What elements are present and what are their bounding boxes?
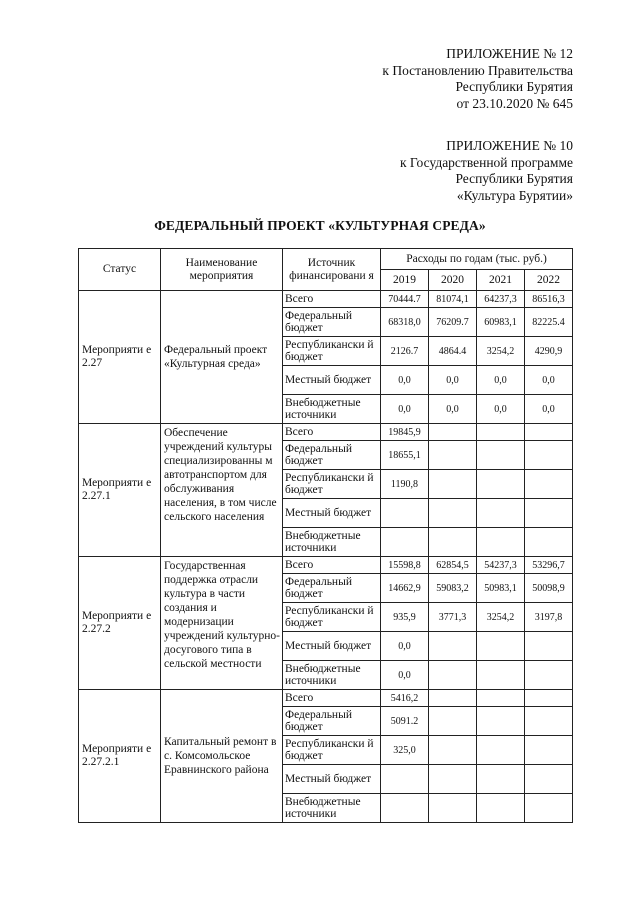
table-row <box>79 690 573 707</box>
amount-cell <box>477 632 525 661</box>
table-row <box>79 424 573 441</box>
amount-cell: 82225.4 <box>525 308 573 337</box>
amount-cell <box>429 499 477 528</box>
funding-source-cell: Федеральный бюджет <box>283 707 381 736</box>
amount-cell: 0,0 <box>429 366 477 395</box>
amount-cell <box>525 661 573 690</box>
amount-cell <box>525 632 573 661</box>
amount-cell <box>477 736 525 765</box>
status-cell: Мероприяти е 2.27.1 <box>79 424 161 557</box>
amount-cell: 15598,8 <box>381 557 429 574</box>
amount-cell: 53296,7 <box>525 557 573 574</box>
amount-cell: 1190,8 <box>381 470 429 499</box>
amount-cell: 62854,5 <box>429 557 477 574</box>
amount-cell <box>477 470 525 499</box>
amount-cell <box>477 765 525 794</box>
amount-cell: 0,0 <box>525 395 573 424</box>
appendix-10-header <box>400 138 573 204</box>
funding-source-cell: Местный бюджет <box>283 765 381 794</box>
status-cell: Мероприяти е 2.27.2.1 <box>79 690 161 823</box>
amount-cell <box>381 765 429 794</box>
header-line: Республики Бурятия <box>455 79 573 94</box>
activity-name-cell: Капитальный ремонт в с. Комсомольское Еравнинского района <box>161 690 283 823</box>
amount-cell: 5091.2 <box>381 707 429 736</box>
amount-cell: 4290,9 <box>525 337 573 366</box>
header-line: от 23.10.2020 № 645 <box>456 95 573 111</box>
amount-cell: 0,0 <box>525 366 573 395</box>
document-title: ФЕДЕРАЛЬНЫЙ ПРОЕКТ «КУЛЬТУРНАЯ СРЕДА» <box>154 218 486 233</box>
amount-cell: 50098,9 <box>525 574 573 603</box>
amount-cell <box>525 765 573 794</box>
amount-cell <box>477 794 525 823</box>
amount-cell: 0,0 <box>381 632 429 661</box>
header-year: 2021 <box>477 270 525 291</box>
funding-source-cell: Местный бюджет <box>283 366 381 395</box>
amount-cell <box>477 424 525 441</box>
amount-cell <box>429 707 477 736</box>
table-body <box>79 291 573 823</box>
funding-source-cell: Всего <box>283 424 381 441</box>
amount-cell: 68318,0 <box>381 308 429 337</box>
table-row <box>79 291 573 308</box>
amount-cell: 3254,2 <box>477 337 525 366</box>
amount-cell: 3771,3 <box>429 603 477 632</box>
activity-name-cell: Федеральный проект «Культурная среда» <box>161 291 283 424</box>
funding-table <box>78 248 573 823</box>
header-name: Наименование мероприятия <box>161 249 283 291</box>
funding-source-cell: Внебюджетные источники <box>283 395 381 424</box>
amount-cell <box>525 690 573 707</box>
amount-cell <box>477 707 525 736</box>
header-line: ПРИЛОЖЕНИЕ № 12 <box>446 46 573 61</box>
amount-cell <box>381 499 429 528</box>
funding-source-cell: Всего <box>283 690 381 707</box>
amount-cell <box>381 794 429 823</box>
amount-cell: 70444.7 <box>381 291 429 308</box>
amount-cell <box>525 707 573 736</box>
amount-cell: 76209.7 <box>429 308 477 337</box>
header-expenses: Расходы по годам (тыс. руб.) <box>381 249 573 270</box>
funding-source-cell: Внебюджетные источники <box>283 528 381 557</box>
amount-cell: 50983,1 <box>477 574 525 603</box>
amount-cell <box>525 470 573 499</box>
header-status: Статус <box>79 249 161 291</box>
amount-cell <box>477 499 525 528</box>
amount-cell <box>429 736 477 765</box>
amount-cell <box>525 424 573 441</box>
amount-cell: 86516,3 <box>525 291 573 308</box>
header-year: 2022 <box>525 270 573 291</box>
funding-source-cell: Федеральный бюджет <box>283 441 381 470</box>
amount-cell: 0,0 <box>477 395 525 424</box>
status-cell: Мероприяти е 2.27.2 <box>79 557 161 690</box>
amount-cell <box>429 441 477 470</box>
funding-source-cell: Республикански й бюджет <box>283 337 381 366</box>
funding-source-cell: Местный бюджет <box>283 499 381 528</box>
amount-cell <box>477 441 525 470</box>
amount-cell: 18655,1 <box>381 441 429 470</box>
header-line: Республики Бурятия <box>455 171 573 186</box>
funding-source-cell: Республикански й бюджет <box>283 603 381 632</box>
funding-source-cell: Внебюджетные источники <box>283 661 381 690</box>
amount-cell <box>429 632 477 661</box>
amount-cell: 0,0 <box>429 395 477 424</box>
amount-cell: 5416,2 <box>381 690 429 707</box>
funding-source-cell: Всего <box>283 291 381 308</box>
header-line: к Постановлению Правительства <box>382 62 573 78</box>
amount-cell: 19845,9 <box>381 424 429 441</box>
activity-name-cell: Обеспечение учреждений культуры специализированны м автотранспортом для обслуживания населения, в том числе сельского населения <box>161 424 283 557</box>
amount-cell <box>525 794 573 823</box>
amount-cell <box>477 661 525 690</box>
amount-cell: 0,0 <box>381 366 429 395</box>
amount-cell <box>429 661 477 690</box>
amount-cell: 4864.4 <box>429 337 477 366</box>
header-line: к Государственной программе <box>399 154 573 170</box>
amount-cell: 54237,3 <box>477 557 525 574</box>
funding-source-cell: Федеральный бюджет <box>283 574 381 603</box>
header-year: 2020 <box>429 270 477 291</box>
amount-cell: 64237,3 <box>477 291 525 308</box>
funding-source-cell: Всего <box>283 557 381 574</box>
header-line: ПРИЛОЖЕНИЕ № 10 <box>446 138 573 153</box>
amount-cell: 14662,9 <box>381 574 429 603</box>
amount-cell: 0,0 <box>381 661 429 690</box>
funding-source-cell: Республикански й бюджет <box>283 470 381 499</box>
header-source: Источник финансировани я <box>283 249 381 291</box>
header-line: «Культура Бурятии» <box>456 187 573 203</box>
amount-cell <box>429 765 477 794</box>
amount-cell <box>525 441 573 470</box>
amount-cell <box>429 794 477 823</box>
amount-cell <box>525 499 573 528</box>
amount-cell: 935,9 <box>381 603 429 632</box>
amount-cell: 2126.7 <box>381 337 429 366</box>
funding-source-cell: Республикански й бюджет <box>283 736 381 765</box>
amount-cell: 81074,1 <box>429 291 477 308</box>
header-year: 2019 <box>381 270 429 291</box>
funding-source-cell: Местный бюджет <box>283 632 381 661</box>
activity-name-cell: Государственная поддержка отрасли культура в части создания и модернизации учреждений культурно- досугового типа в сельской местности <box>161 557 283 690</box>
amount-cell <box>381 528 429 557</box>
amount-cell <box>429 424 477 441</box>
amount-cell: 0,0 <box>477 366 525 395</box>
amount-cell <box>525 528 573 557</box>
amount-cell: 0,0 <box>381 395 429 424</box>
table-row <box>79 557 573 574</box>
amount-cell <box>477 528 525 557</box>
amount-cell <box>477 690 525 707</box>
appendix-12-header <box>382 46 573 112</box>
amount-cell: 3254,2 <box>477 603 525 632</box>
amount-cell: 325,0 <box>381 736 429 765</box>
amount-cell: 60983,1 <box>477 308 525 337</box>
funding-source-cell: Внебюджетные источники <box>283 794 381 823</box>
amount-cell: 3197,8 <box>525 603 573 632</box>
amount-cell <box>525 736 573 765</box>
amount-cell <box>429 470 477 499</box>
funding-source-cell: Федеральный бюджет <box>283 308 381 337</box>
amount-cell: 59083,2 <box>429 574 477 603</box>
status-cell: Мероприяти е 2.27 <box>79 291 161 424</box>
amount-cell <box>429 528 477 557</box>
amount-cell <box>429 690 477 707</box>
